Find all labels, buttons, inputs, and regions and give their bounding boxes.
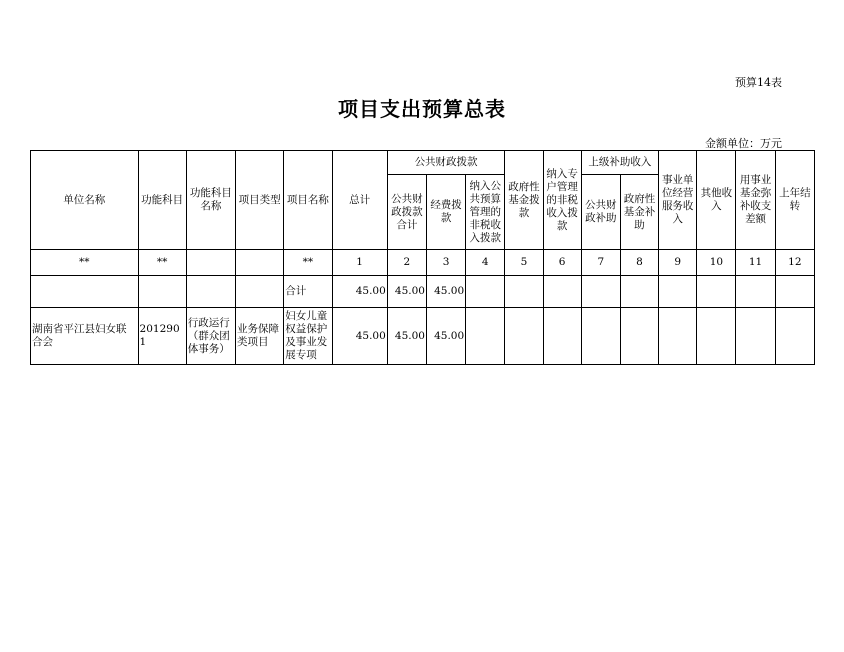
index-cell bbox=[236, 250, 284, 276]
index-cell: 1 bbox=[332, 250, 387, 276]
col-header-unit-name: 单位名称 bbox=[31, 151, 139, 250]
col-header-public-finance-total: 公共财政拨款合计 bbox=[387, 175, 426, 250]
empty-cell bbox=[581, 308, 620, 365]
col-header-carryover: 上年结转 bbox=[775, 151, 814, 250]
sum-public-finance-total: 45.00 bbox=[387, 276, 426, 308]
row-project-name: 妇女儿童权益保护及事业发展专项 bbox=[284, 308, 332, 365]
col-header-business-income: 事业单位经营服务收入 bbox=[659, 151, 697, 250]
empty-cell bbox=[736, 308, 775, 365]
sum-total: 45.00 bbox=[332, 276, 387, 308]
empty-cell bbox=[138, 276, 186, 308]
index-cell: 9 bbox=[659, 250, 697, 276]
col-header-nontax-budget: 纳入公共预算管理的非税收入拨款 bbox=[466, 175, 505, 250]
col-header-superior-subsidy: 上级补助收入 bbox=[581, 151, 658, 175]
budget-table bbox=[30, 150, 815, 365]
index-cell: ** bbox=[31, 250, 139, 276]
index-cell: 10 bbox=[697, 250, 736, 276]
empty-cell bbox=[775, 276, 814, 308]
empty-cell bbox=[186, 276, 235, 308]
col-header-gov-fund-subsidy: 政府性基金补助 bbox=[620, 175, 658, 250]
empty-cell bbox=[236, 276, 284, 308]
row-expense-allocation: 45.00 bbox=[426, 308, 465, 365]
row-unit-name: 湖南省平江县妇女联合会 bbox=[31, 308, 139, 365]
index-cell: 5 bbox=[505, 250, 543, 276]
empty-cell bbox=[543, 308, 581, 365]
col-header-public-finance: 公共财政拨款 bbox=[387, 151, 505, 175]
empty-cell bbox=[543, 276, 581, 308]
empty-cell bbox=[736, 276, 775, 308]
col-header-total: 总计 bbox=[332, 151, 387, 250]
form-number: 预算14表 bbox=[735, 76, 782, 89]
row-total: 45.00 bbox=[332, 308, 387, 365]
sum-expense-allocation: 45.00 bbox=[426, 276, 465, 308]
empty-cell bbox=[659, 308, 697, 365]
col-header-nontax-special: 纳入专户管理的非税收入拨款 bbox=[543, 151, 581, 250]
row-public-finance-total: 45.00 bbox=[387, 308, 426, 365]
index-cell: 11 bbox=[736, 250, 775, 276]
empty-cell bbox=[31, 276, 139, 308]
index-cell: 8 bbox=[620, 250, 658, 276]
header-row-1 bbox=[31, 151, 815, 175]
amount-unit: 金额单位：万元 bbox=[705, 137, 782, 150]
empty-cell bbox=[505, 276, 543, 308]
col-header-func-subject-name: 功能科目名称 bbox=[186, 151, 235, 250]
empty-cell bbox=[697, 276, 736, 308]
index-cell bbox=[186, 250, 235, 276]
empty-cell bbox=[697, 308, 736, 365]
col-header-fund-gap: 用事业基金弥补收支差额 bbox=[736, 151, 775, 250]
col-header-gov-fund: 政府性基金拨款 bbox=[505, 151, 543, 250]
col-header-project-type: 项目类型 bbox=[236, 151, 284, 250]
empty-cell bbox=[581, 276, 620, 308]
sum-label: 合计 bbox=[284, 276, 332, 308]
empty-cell bbox=[505, 308, 543, 365]
row-func-subject: 2012901 bbox=[138, 308, 186, 365]
col-header-public-finance-subsidy: 公共财政补助 bbox=[581, 175, 620, 250]
index-cell: 7 bbox=[581, 250, 620, 276]
table-row bbox=[31, 308, 815, 365]
empty-cell bbox=[659, 276, 697, 308]
index-cell: ** bbox=[284, 250, 332, 276]
col-header-project-name: 项目名称 bbox=[284, 151, 332, 250]
empty-cell bbox=[620, 308, 658, 365]
empty-cell bbox=[466, 308, 505, 365]
row-func-subject-name: 行政运行（群众团体事务） bbox=[186, 308, 235, 365]
col-header-other-income: 其他收入 bbox=[697, 151, 736, 250]
index-cell: 12 bbox=[775, 250, 814, 276]
index-cell: 6 bbox=[543, 250, 581, 276]
empty-cell bbox=[620, 276, 658, 308]
index-cell: ** bbox=[138, 250, 186, 276]
sum-row bbox=[31, 276, 815, 308]
empty-cell bbox=[466, 276, 505, 308]
index-cell: 2 bbox=[387, 250, 426, 276]
page-title: 项目支出预算总表 bbox=[338, 97, 506, 121]
col-header-func-subject: 功能科目 bbox=[138, 151, 186, 250]
index-cell: 4 bbox=[466, 250, 505, 276]
index-row bbox=[31, 250, 815, 276]
row-project-type: 业务保障类项目 bbox=[236, 308, 284, 365]
empty-cell bbox=[775, 308, 814, 365]
col-header-expense-allocation: 经费拨款 bbox=[426, 175, 465, 250]
index-cell: 3 bbox=[426, 250, 465, 276]
